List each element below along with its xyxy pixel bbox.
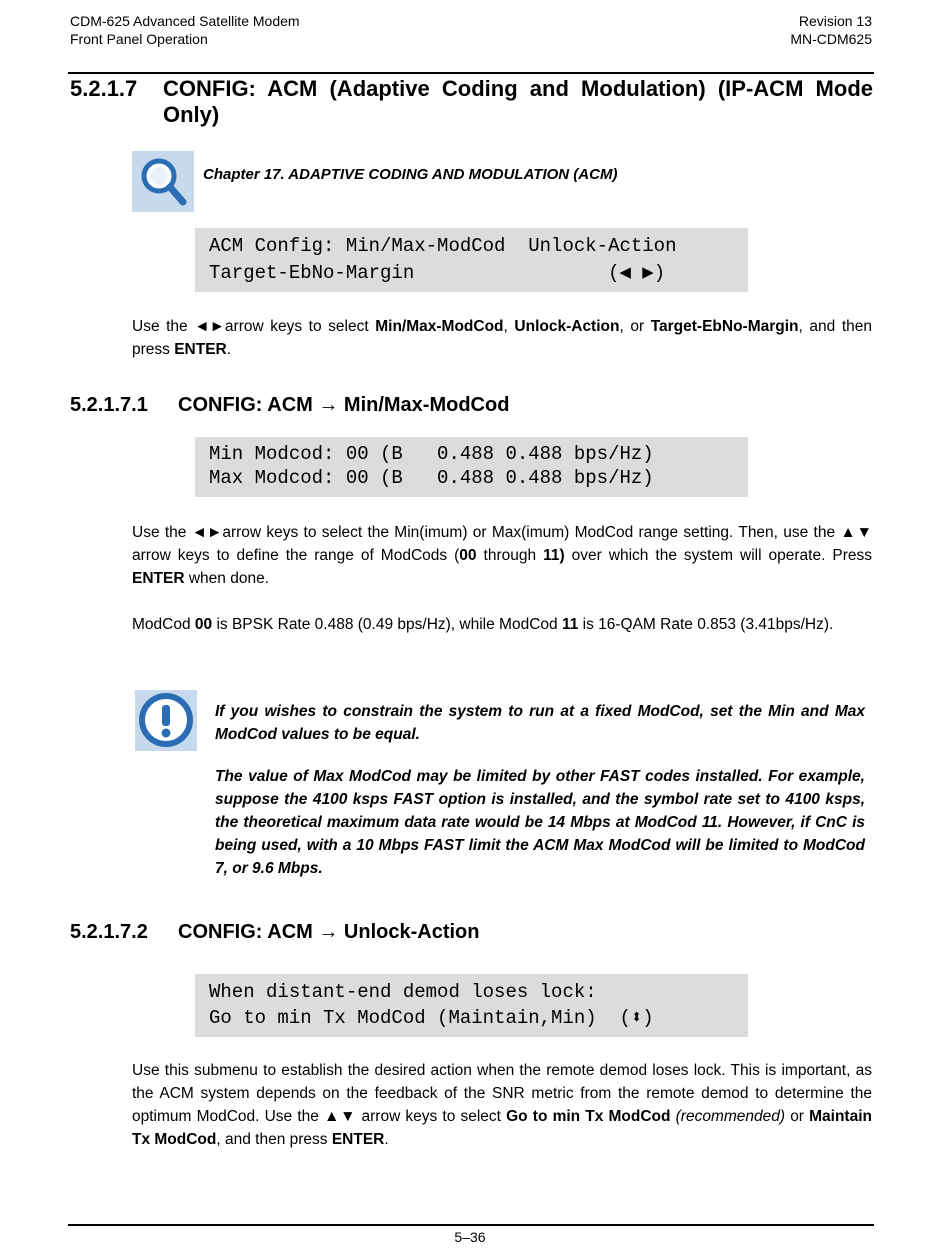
modcod-paragraph-1: Use the ◄►arrow keys to select the Min(imum) or Max(imum) ModCod range setting. Then, use the ▲▼ arrow keys to define the range of ModCods (00 through 11) over which the system will operate. Press ENTER when done.: [132, 524, 872, 587]
subsection-title: CONFIG: ACM → Min/Max-ModCod: [178, 394, 510, 416]
header-rule: [68, 72, 874, 74]
magnifier-icon: [132, 151, 194, 212]
lcd-display-acm-config: [195, 228, 748, 292]
section-title-line1: CONFIG: ACM (Adaptive Coding and Modulation) (IP-ACM Mode: [163, 76, 873, 101]
section-title-line2: Only): [163, 102, 220, 127]
section-paragraph: Use the ◄►arrow keys to select Min/Max-ModCod, Unlock-Action, or Target-EbNo-Margin, and then press ENTER.: [132, 318, 872, 358]
lcd-display-modcod: [195, 437, 748, 497]
exclamation-icon: [135, 690, 197, 751]
subsection-number: 5.2.1.7.2: [70, 921, 148, 943]
section-number: 5.2.1.7: [70, 76, 138, 101]
chapter-reference: Chapter 17. ADAPTIVE CODING AND MODULATION (ACM): [203, 166, 618, 183]
lcd-line-1: When distant-end demod loses lock:: [209, 981, 597, 1003]
unlock-action-paragraph: Use this submenu to establish the desired action when the remote demod loses lock. This is important, as the ACM system depends on the feedback of the SNR metric from the remote demod to determine the optimum ModCod. Use the ▲▼ arrow keys to select Go to min Tx ModCod (recommended) or Maintain Tx ModCod, and then press ENTER.: [132, 1062, 872, 1148]
lcd-display-unlock-action: [195, 974, 748, 1037]
lcd-line-2: Max Modcod: 00 (B 0.488 0.488 bps/Hz): [209, 467, 654, 489]
page-header-right: [790, 12, 872, 48]
page-header-left: [70, 12, 300, 48]
doc-title: CDM-625 Advanced Satellite Modem: [70, 13, 300, 29]
modcod-paragraph-2: ModCod 00 is BPSK Rate 0.488 (0.49 bps/Hz), while ModCod 11 is 16-QAM Rate 0.853 (3.41bps/Hz).: [132, 616, 834, 633]
footer-rule: [68, 1224, 874, 1226]
doc-revision: Revision 13: [798, 13, 872, 29]
lcd-line-1: ACM Config: Min/Max-ModCod Unlock-Action: [209, 235, 677, 257]
doc-number: MN-CDM625: [790, 31, 872, 47]
note-fixed-modcod: If you wishes to constrain the system to run at a fixed ModCod, set the Min and Max ModCod values to be equal.: [215, 703, 865, 743]
subsection-number: 5.2.1.7.1: [70, 394, 148, 416]
subsection-title: CONFIG: ACM → Unlock-Action: [178, 921, 480, 943]
subsection-heading-unlock: [70, 920, 480, 992]
page-number: 5–36: [454, 1229, 486, 1245]
lcd-line-1: Min Modcod: 00 (B 0.488 0.488 bps/Hz): [209, 443, 654, 465]
doc-chapter: Front Panel Operation: [70, 31, 208, 47]
lcd-line-2: Target-EbNo-Margin (◀ ▶): [209, 262, 666, 284]
lcd-line-2: Go to min Tx ModCod (Maintain,Min) (⬍): [209, 1007, 654, 1029]
note-max-modcod-limit: The value of Max ModCod may be limited by other FAST codes installed. For example, suppose the 4100 ksps FAST option is installed, and the symbol rate set to 4100 ksps, the theoretical maximum data rate would be 14 Mbps at ModCod 11. However, if CnC is being used, with a 10 Mbps FAST limit the ACM Max ModCod will be limited to ModCod 7, or 9.6 Mbps.: [215, 768, 865, 877]
